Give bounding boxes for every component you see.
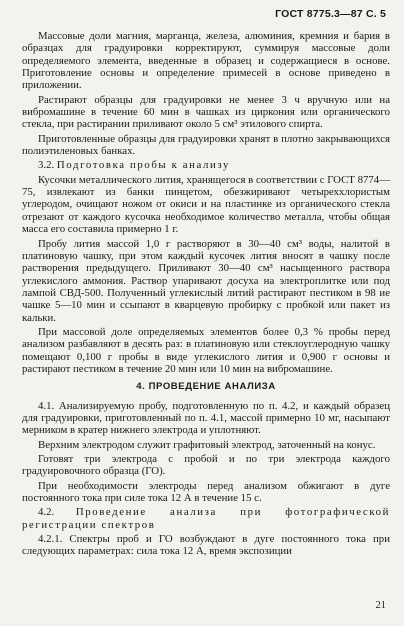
subsection-number: 4.2. xyxy=(38,506,55,519)
paragraph: Верхним электродом служит графитовый электрод, заточенный на конус. xyxy=(38,438,376,451)
paragraph: При необходимости электроды перед анализом обжигают в дуге постоянного тока при силе тока 12 А в течение 15 с. xyxy=(22,479,390,505)
paragraph: Пробу лития массой 1,0 г растворяют в 30—40 см³ воды, налитой в платиновую чашку, при этом каждый кусочек лития вносят в чашку после растворения предыдущего. Приливают 30—40 см³ насыщенного раствора углекислого аммония. Раствор упаривают досуха на электроплитке или под лампой СВД-500. Полученный углекислый литий растирают пестиком в 98 ие чашке 5—10 мин и ссыпают в кварцевую пробирку с пробкой или пакет из кальки. xyxy=(22,237,390,324)
section-heading: 4. ПРОВЕДЕНИЕ АНАЛИЗА xyxy=(136,381,276,393)
subsection-heading-3-2 xyxy=(22,159,390,171)
paragraph: При массовой доле определяемых элементов более 0,3 % пробы перед анализом разбавляют в десять раз: в платиновую или стеклоуглеродную чашку помещают 0,100 г пробы в виде углекислого лития и 0,900 г основы и растирают пестиком в течение 20 мин или 10 мин на вибромашине. xyxy=(22,325,390,375)
subsection-number: 3.2. xyxy=(38,159,55,172)
subsection-heading-4-2 xyxy=(22,506,390,531)
subsection-title: Проведение анализа при фотографической регистрации спектров xyxy=(22,506,390,531)
paragraph: 4.2.1. Спектры проб и ГО возбуждают в дуге постоянного тока при следующих параметрах: сила тока 12 А, время экспозиции xyxy=(22,533,390,558)
paragraph: Приготовленные образцы для градуировки хранят в плотно закрывающихся полиэтиленовых банках. xyxy=(22,132,390,158)
paragraph: Кусочки металлического лития, хранящегося в соответствии с ГОСТ 8774—75, извлекают из банки пинцетом, обезжиривают четыреххлористым углеродом, очищают ножом от окиси и на пластинке из органического стекла отрезают от каждого кусочка необходимое количество металла, чтобы общая масса его составила примерно 1 г. xyxy=(22,173,390,236)
subsection-title: Подготовка пробы к анализу xyxy=(56,159,230,172)
paragraph: Готовят три электрода с пробой и по три электрода каждого градуировочного образца (ГО). xyxy=(22,453,390,478)
page-number: 21 xyxy=(375,600,386,611)
paragraph: Растирают образцы для градуировки не менее 3 ч вручную или на вибромашине в течение 60 мин в чашках из циркония или органического стекла, при растирании приливают около 5 см³ этилового спирта. xyxy=(22,93,390,131)
page-header: ГОСТ 8775.3—87 С. 5 xyxy=(275,8,386,20)
paragraph: 4.1. Анализируемую пробу, подготовленную по п. 4.2, и каждый образец для градуировки, приготовленный по п. 4.1, массой примерно 10 мг, насыпают мерником в кратер нижнего электрода и уплотняют. xyxy=(22,399,390,437)
document-body xyxy=(22,30,390,560)
paragraph: Массовые доли магния, марганца, железа, алюминия, кремния и бария в образцах для градуировки корректируют, суммируя массовые доли определяемого элемента, введенные в образец и содержащиеся в основе. Приготовление основы и определение примесей в основе приведено в приложении. xyxy=(22,30,390,92)
